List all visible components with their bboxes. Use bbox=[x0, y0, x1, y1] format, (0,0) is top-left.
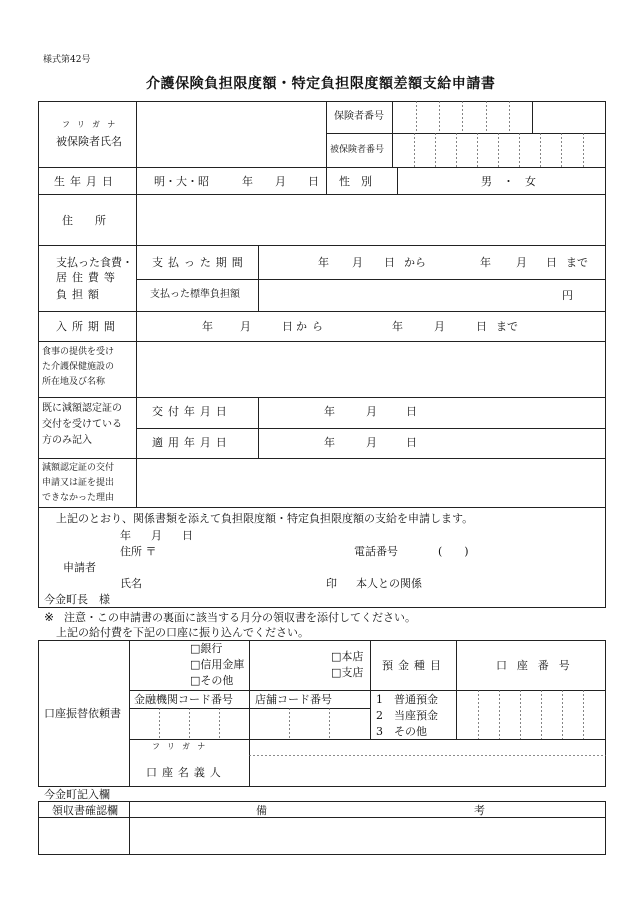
bank-code-label: 金融機関コード番号 bbox=[134, 693, 233, 706]
facility-line3: 所在地及び名称 bbox=[42, 377, 106, 387]
adm-until: まで bbox=[496, 320, 518, 333]
office-section-label: 今金町記入欄 bbox=[44, 788, 110, 801]
deposit-type-label: 預金種目 bbox=[382, 659, 446, 672]
branch-code-label: 店舗コード番号 bbox=[255, 693, 332, 706]
period-from-month: 月 bbox=[352, 256, 363, 269]
remarks-label-2: 考 bbox=[474, 804, 485, 817]
holder-furigana-label: フリガナ bbox=[152, 742, 213, 751]
decl-month: 月 bbox=[151, 529, 162, 542]
facility-line1: 食事の提供を受け bbox=[42, 347, 115, 357]
insurer-no-label: 保険者番号 bbox=[334, 111, 384, 122]
adm-from-month: 月 bbox=[240, 320, 251, 333]
birth-label: 生年月日 bbox=[54, 175, 118, 188]
payment-label-line2: 居住費等 bbox=[56, 271, 120, 284]
standard-label: 支払った標準負担額 bbox=[150, 289, 240, 300]
opt-branch-office: □支店 bbox=[331, 666, 364, 679]
period-from-year: 年 bbox=[318, 256, 329, 269]
issue-year: 年 bbox=[324, 405, 335, 418]
receipt-check-label: 領収書確認欄 bbox=[52, 804, 118, 817]
period-until: まで bbox=[566, 256, 588, 269]
reason-line3: できなかった理由 bbox=[42, 493, 115, 503]
yen-unit: 円 bbox=[562, 289, 573, 302]
issue-month: 月 bbox=[366, 405, 377, 418]
insured-name-label: 被保険者氏名 bbox=[56, 135, 122, 148]
period-to-day: 日 bbox=[546, 256, 557, 269]
birth-day-unit: 日 bbox=[308, 175, 319, 188]
account-holder-label: 口座名義人 bbox=[146, 766, 226, 779]
attach-note: 注意・この申請書の裏面に該当する月分の領収書を添付してください。 bbox=[64, 611, 416, 624]
applicant-address-label: 住所 〒 bbox=[120, 545, 157, 558]
opt-head-office: □本店 bbox=[331, 650, 364, 663]
seal-mark: 印 bbox=[326, 577, 337, 590]
deposit-type-3: 3 その他 bbox=[376, 725, 427, 738]
birth-month-unit: 月 bbox=[275, 175, 286, 188]
apply-month: 月 bbox=[366, 436, 377, 449]
sex-options: 男 ・ 女 bbox=[481, 175, 536, 188]
account-no-label: 口座番号 bbox=[496, 659, 580, 672]
period-label: 支払った期間 bbox=[152, 256, 248, 269]
applicant-name-label: 氏名 bbox=[120, 577, 142, 590]
remarks-label-1: 備 bbox=[256, 804, 267, 817]
adm-from: から bbox=[296, 320, 328, 333]
adm-to-day: 日 bbox=[476, 320, 487, 333]
phone-label: 電話番号 bbox=[354, 545, 398, 558]
declaration-text: 上記のとおり、関係書類を添えて負担限度額・特定負担限度額の支給を申請します。 bbox=[56, 512, 474, 525]
facility-line2: た介護保健施設の bbox=[42, 362, 115, 372]
reason-line1: 減額認定証の交付 bbox=[42, 463, 115, 473]
decl-day: 日 bbox=[182, 529, 193, 542]
adm-to-month: 月 bbox=[434, 320, 445, 333]
apply-date-label: 適用年月日 bbox=[152, 436, 232, 449]
opt-bank: □銀行 bbox=[190, 642, 223, 655]
phone-area-paren: ( ) bbox=[438, 545, 469, 558]
issue-day: 日 bbox=[406, 405, 417, 418]
birth-year-unit: 年 bbox=[242, 175, 253, 188]
adm-from-year: 年 bbox=[202, 320, 213, 333]
period-from: から bbox=[404, 256, 426, 269]
sex-label: 性 別 bbox=[339, 175, 372, 188]
issue-date-label: 交付年月日 bbox=[152, 405, 232, 418]
transfer-note: 上記の給付費を下記の口座に振り込んでください。 bbox=[56, 626, 309, 639]
deposit-type-2: 2 当座預金 bbox=[376, 709, 438, 722]
period-to-year: 年 bbox=[480, 256, 491, 269]
bank-section-label: 口座振替依頼書 bbox=[44, 707, 121, 720]
admission-label: 入所期間 bbox=[56, 320, 120, 333]
apply-day: 日 bbox=[406, 436, 417, 449]
adm-from-day: 日 bbox=[282, 320, 293, 333]
addressee: 今金町長 様 bbox=[44, 593, 110, 606]
form-title: 介護保険負担限度額・特定負担限度額差額支給申請書 bbox=[146, 76, 496, 92]
relation-label: 本人との関係 bbox=[356, 577, 422, 590]
applicant-label: 申請者 bbox=[63, 561, 96, 574]
payment-label-line1: 支払った食費・ bbox=[56, 256, 133, 269]
payment-label-line3: 負担額 bbox=[56, 288, 104, 301]
decl-year: 年 bbox=[120, 529, 131, 542]
period-from-day: 日 bbox=[384, 256, 395, 269]
era-options: 明・大・昭 bbox=[154, 175, 209, 188]
form-number: 様式第42号 bbox=[43, 55, 91, 65]
period-to-month: 月 bbox=[516, 256, 527, 269]
opt-credit-union: □信用金庫 bbox=[190, 658, 245, 671]
opt-other-institution: □その他 bbox=[190, 674, 234, 687]
note-mark: ※ bbox=[44, 610, 55, 624]
reduction-line3: 方のみ記入 bbox=[42, 435, 92, 446]
reason-line2: 申請又は証を提出 bbox=[42, 478, 115, 488]
reduction-line1: 既に減額認定証の bbox=[42, 403, 122, 414]
insured-no-label: 被保険者番号 bbox=[330, 145, 385, 155]
adm-to-year: 年 bbox=[392, 320, 403, 333]
furigana-label: フリガナ bbox=[62, 120, 123, 129]
address-label: 住 所 bbox=[62, 214, 106, 227]
deposit-type-1: 1 普通預金 bbox=[376, 693, 438, 706]
reduction-line2: 交付を受けている bbox=[42, 419, 122, 430]
apply-year: 年 bbox=[324, 436, 335, 449]
